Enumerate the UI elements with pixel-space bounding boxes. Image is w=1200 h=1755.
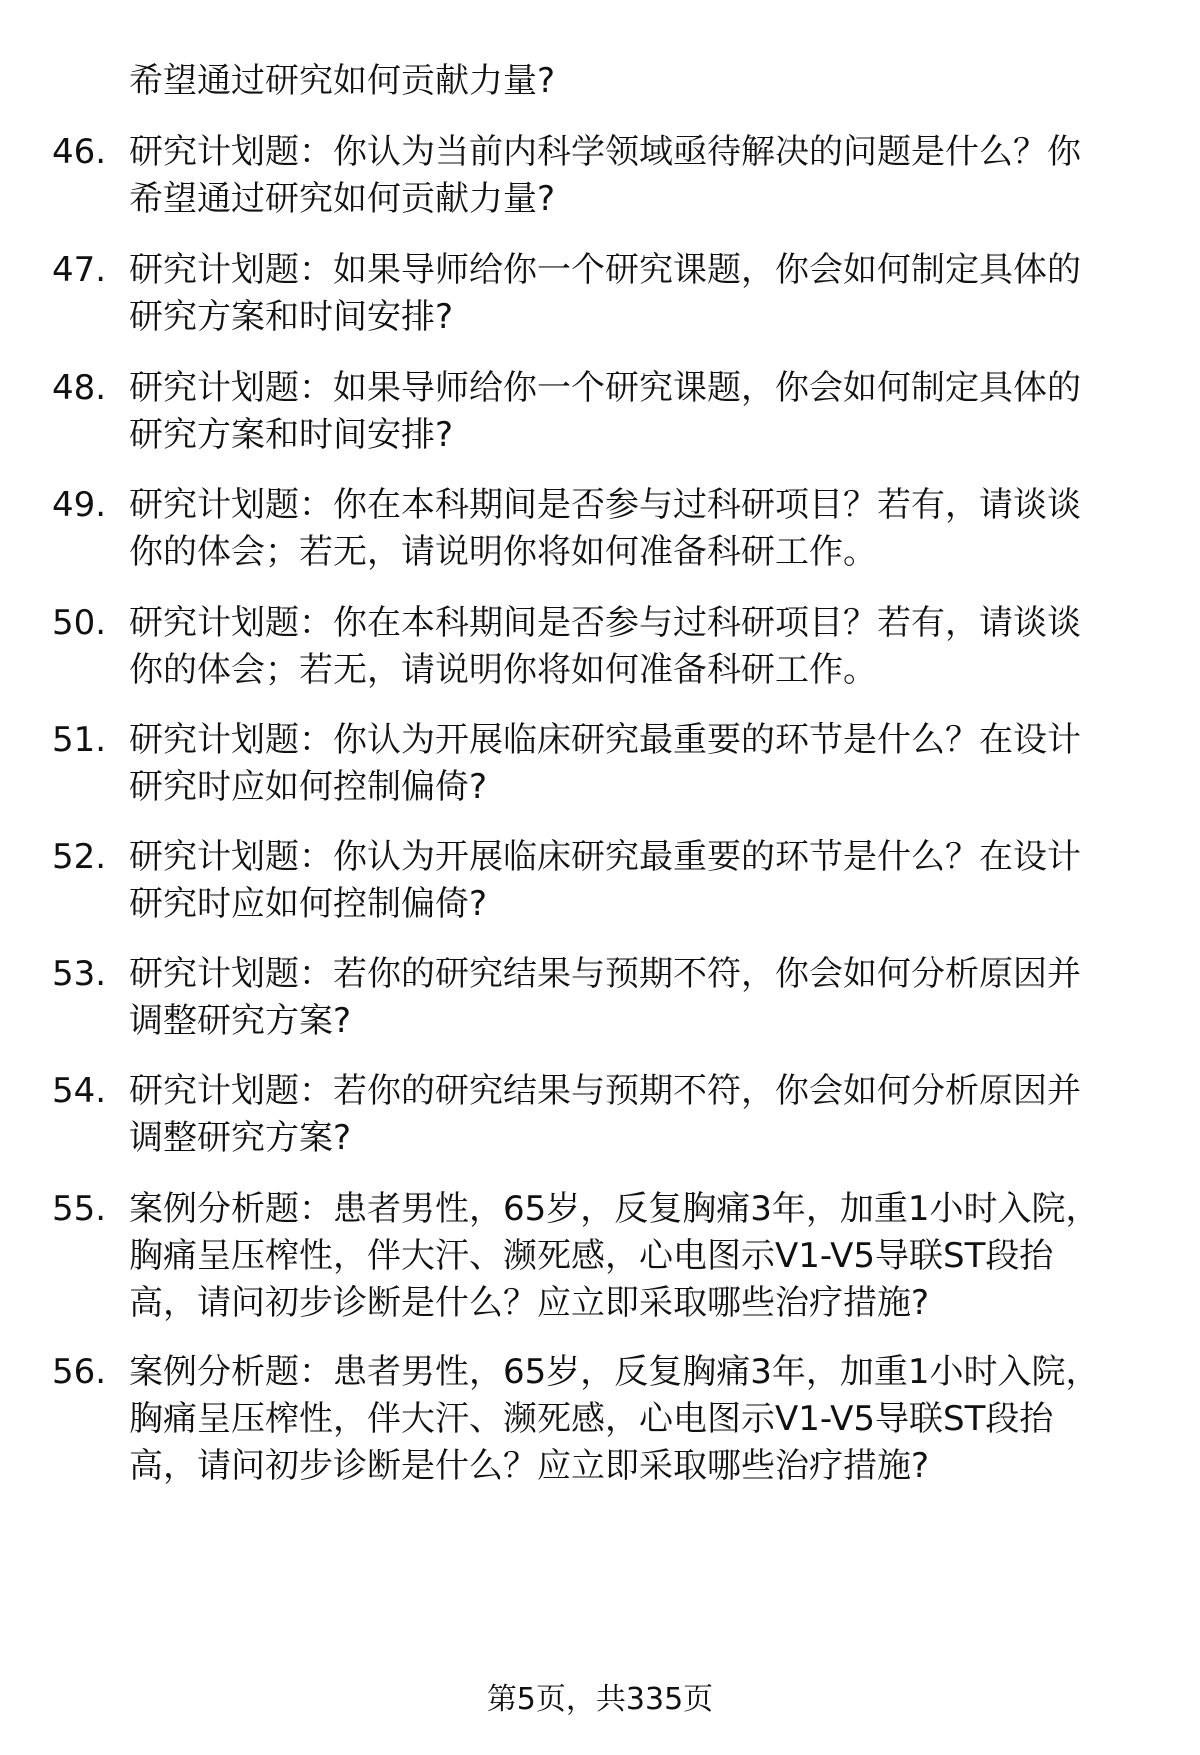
question-line: 高，请问初步诊断是什么？应立即采取哪些治疗措施? [129,1283,930,1323]
question-line: 胸痛呈压榨性，伴大汗、濒死感，心电图示V1-V5导联ST段抬 [129,1399,1054,1439]
question-number: 54. [52,1071,107,1111]
question-number: 56. [52,1352,107,1392]
question-text [129,247,1149,341]
question-line: 调整研究方案? [129,1001,352,1041]
question-text [129,951,1149,1045]
question-line: 胸痛呈压榨性，伴大汗、濒死感，心电图示V1-V5导联ST段抬 [129,1236,1054,1276]
question-text [129,600,1149,694]
question-line: 研究计划题：你在本科期间是否参与过科研项目？若有，请谈谈 [129,603,1081,643]
question-number: 52. [52,837,107,877]
question-text [129,129,1149,223]
question-line: 调整研究方案? [129,1118,352,1158]
continuation-line: 希望通过研究如何贡献力量? [129,61,556,101]
question-text [129,482,1149,576]
question-line: 研究时应如何控制偏倚? [129,884,488,924]
question-text [129,717,1149,811]
question-number: 46. [52,132,107,172]
question-number: 47. [52,250,107,290]
question-line: 你的体会；若无，请说明你将如何准备科研工作。 [129,650,877,690]
question-line: 研究计划题：你认为开展临床研究最重要的环节是什么？在设计 [129,720,1081,760]
question-text [129,365,1149,459]
question-line: 研究计划题：你认为当前内科学领域亟待解决的问题是什么？你 [129,132,1081,172]
question-line: 案例分析题：患者男性，65岁，反复胸痛3年，加重1小时入院， [129,1352,1100,1392]
question-number: 48. [52,368,107,408]
question-line: 研究计划题：若你的研究结果与预期不符，你会如何分析原因并 [129,1071,1081,1111]
page-footer: 第5页，共335页 [486,1682,714,1717]
question-number: 51. [52,720,107,760]
question-line: 研究计划题：如果导师给你一个研究课题，你会如何制定具体的 [129,368,1081,408]
question-line: 研究计划题：你在本科期间是否参与过科研项目？若有，请谈谈 [129,485,1081,525]
question-line: 高，请问初步诊断是什么？应立即采取哪些治疗措施? [129,1446,930,1486]
question-line: 研究方案和时间安排? [129,297,454,337]
question-text [129,1186,1149,1327]
question-line: 案例分析题：患者男性，65岁，反复胸痛3年，加重1小时入院， [129,1189,1100,1229]
question-number: 50. [52,603,107,643]
question-text [129,1068,1149,1162]
question-line: 研究计划题：你认为开展临床研究最重要的环节是什么？在设计 [129,837,1081,877]
question-number: 55. [52,1189,107,1229]
question-number: 53. [52,954,107,994]
question-text [129,1349,1149,1490]
question-line: 研究计划题：若你的研究结果与预期不符，你会如何分析原因并 [129,954,1081,994]
question-line: 希望通过研究如何贡献力量? [129,179,556,219]
question-line: 你的体会；若无，请说明你将如何准备科研工作。 [129,532,877,572]
question-text [129,834,1149,928]
question-line: 研究方案和时间安排? [129,415,454,455]
question-line: 研究时应如何控制偏倚? [129,767,488,807]
question-number: 49. [52,485,107,525]
question-line: 研究计划题：如果导师给你一个研究课题，你会如何制定具体的 [129,250,1081,290]
